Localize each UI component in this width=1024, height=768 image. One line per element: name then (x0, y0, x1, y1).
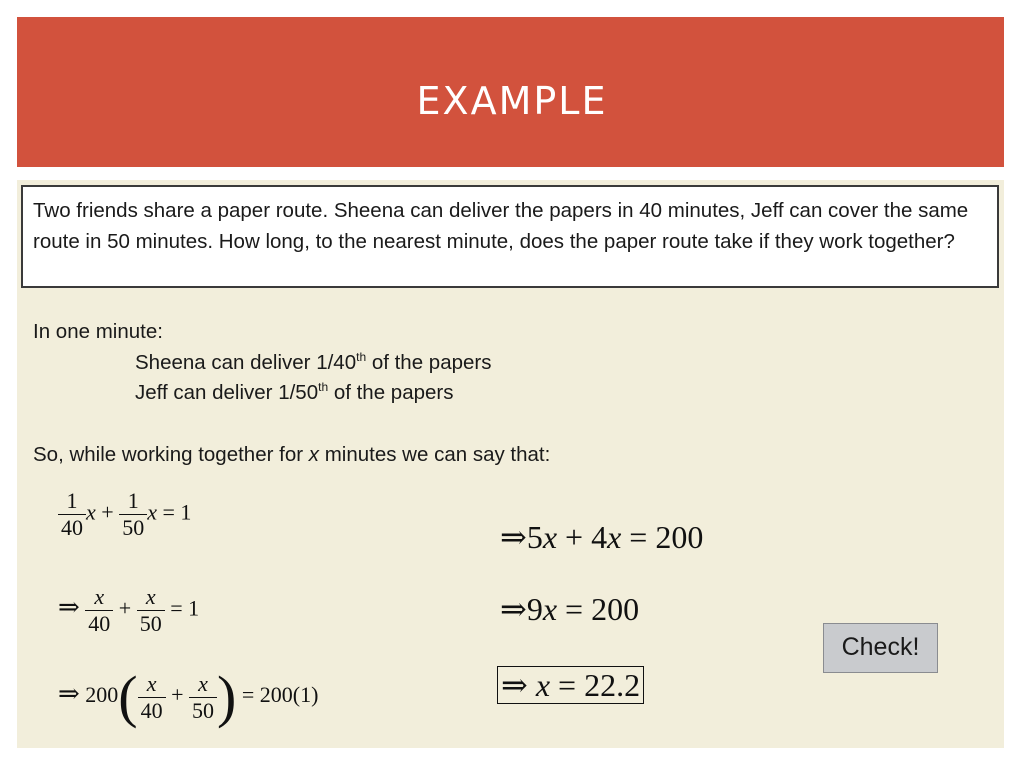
sheena-rate (135, 350, 492, 375)
numerator: x (85, 584, 113, 611)
plus-sign: + (171, 682, 184, 708)
equation-2 (58, 584, 199, 637)
variable-x: x (147, 499, 157, 525)
rhs-value: 200 (591, 591, 640, 627)
variable-x: x (535, 667, 551, 703)
answer-box: ⇒ x = 22.2 (497, 666, 644, 704)
multiplier: 200 (85, 682, 119, 708)
working-together-line (33, 443, 550, 467)
coefficient: 4 (591, 519, 608, 555)
fraction (119, 488, 147, 541)
numerator: x (138, 671, 166, 698)
numerator: 1 (58, 488, 86, 515)
coefficient: 9 (526, 591, 543, 627)
fraction (137, 584, 165, 637)
rhs-value: 1 (180, 499, 192, 525)
implies-arrow: ⇒ (58, 592, 80, 622)
implies-arrow: ⇒ (500, 519, 527, 555)
coefficient: 5 (526, 519, 543, 555)
variable-x: x (542, 519, 558, 555)
denominator: 40 (88, 611, 111, 636)
variable-x: x (542, 591, 558, 627)
rhs-value: = 200(1) (241, 682, 319, 708)
variable-x: x (607, 519, 622, 555)
answer-equation (497, 666, 644, 704)
denominator: 40 (140, 697, 163, 723)
numerator: x (137, 584, 165, 611)
check-button[interactable]: Check! (823, 623, 938, 673)
implies-arrow: ⇒ (58, 679, 80, 709)
equation-4: ⇒5x + 4x = 200 (500, 519, 704, 555)
right-paren: ) (217, 664, 237, 729)
in-one-minute-label: In one minute: (33, 320, 163, 343)
denominator: 50 (139, 611, 162, 636)
equals-sign: = (162, 499, 175, 525)
sheena-rate-suffix: of the papers (366, 350, 492, 374)
denominator: 40 (61, 515, 83, 540)
fraction (138, 671, 166, 724)
jeff-rate-sup: th (318, 380, 329, 394)
denominator: 50 (122, 515, 145, 540)
rhs-value: 200 (655, 519, 704, 555)
implies-arrow: ⇒ (501, 667, 528, 703)
jeff-rate (135, 380, 454, 405)
plus-sign: + (118, 595, 132, 621)
plus-sign: + (101, 499, 114, 525)
sheena-rate-sup: th (356, 350, 367, 364)
variable-x: x (86, 499, 96, 525)
slide-title: EXAMPLE (416, 79, 608, 123)
working-together-var: x (308, 443, 319, 466)
equation-1 (58, 488, 191, 541)
left-paren: ( (118, 664, 138, 729)
rhs-value: 1 (188, 595, 200, 621)
problem-statement: Two friends share a paper route. Sheena can deliver the papers in 40 minutes, Jeff can cover the same route in 50 minutes. How long, to the nearest minute, does the paper route take if they work together? (21, 185, 999, 288)
answer-value: 22.2 (584, 667, 641, 703)
jeff-rate-text: Jeff can deliver 1/50 (135, 380, 319, 404)
denominator: 50 (192, 697, 215, 723)
working-together-prefix: So, while working together for (33, 443, 309, 466)
fraction (85, 584, 113, 637)
numerator: 1 (119, 488, 147, 515)
sheena-rate-text: Sheena can deliver 1/40 (135, 350, 357, 374)
fraction (189, 671, 217, 724)
equals-sign: = (170, 595, 183, 621)
equation-5: ⇒9x = 200 (500, 591, 640, 627)
jeff-rate-suffix: of the papers (328, 380, 454, 404)
numerator: x (189, 671, 217, 698)
equation-3 (58, 664, 319, 729)
implies-arrow: ⇒ (500, 591, 527, 627)
fraction (58, 488, 86, 541)
working-together-suffix: minutes we can say that: (319, 443, 551, 466)
